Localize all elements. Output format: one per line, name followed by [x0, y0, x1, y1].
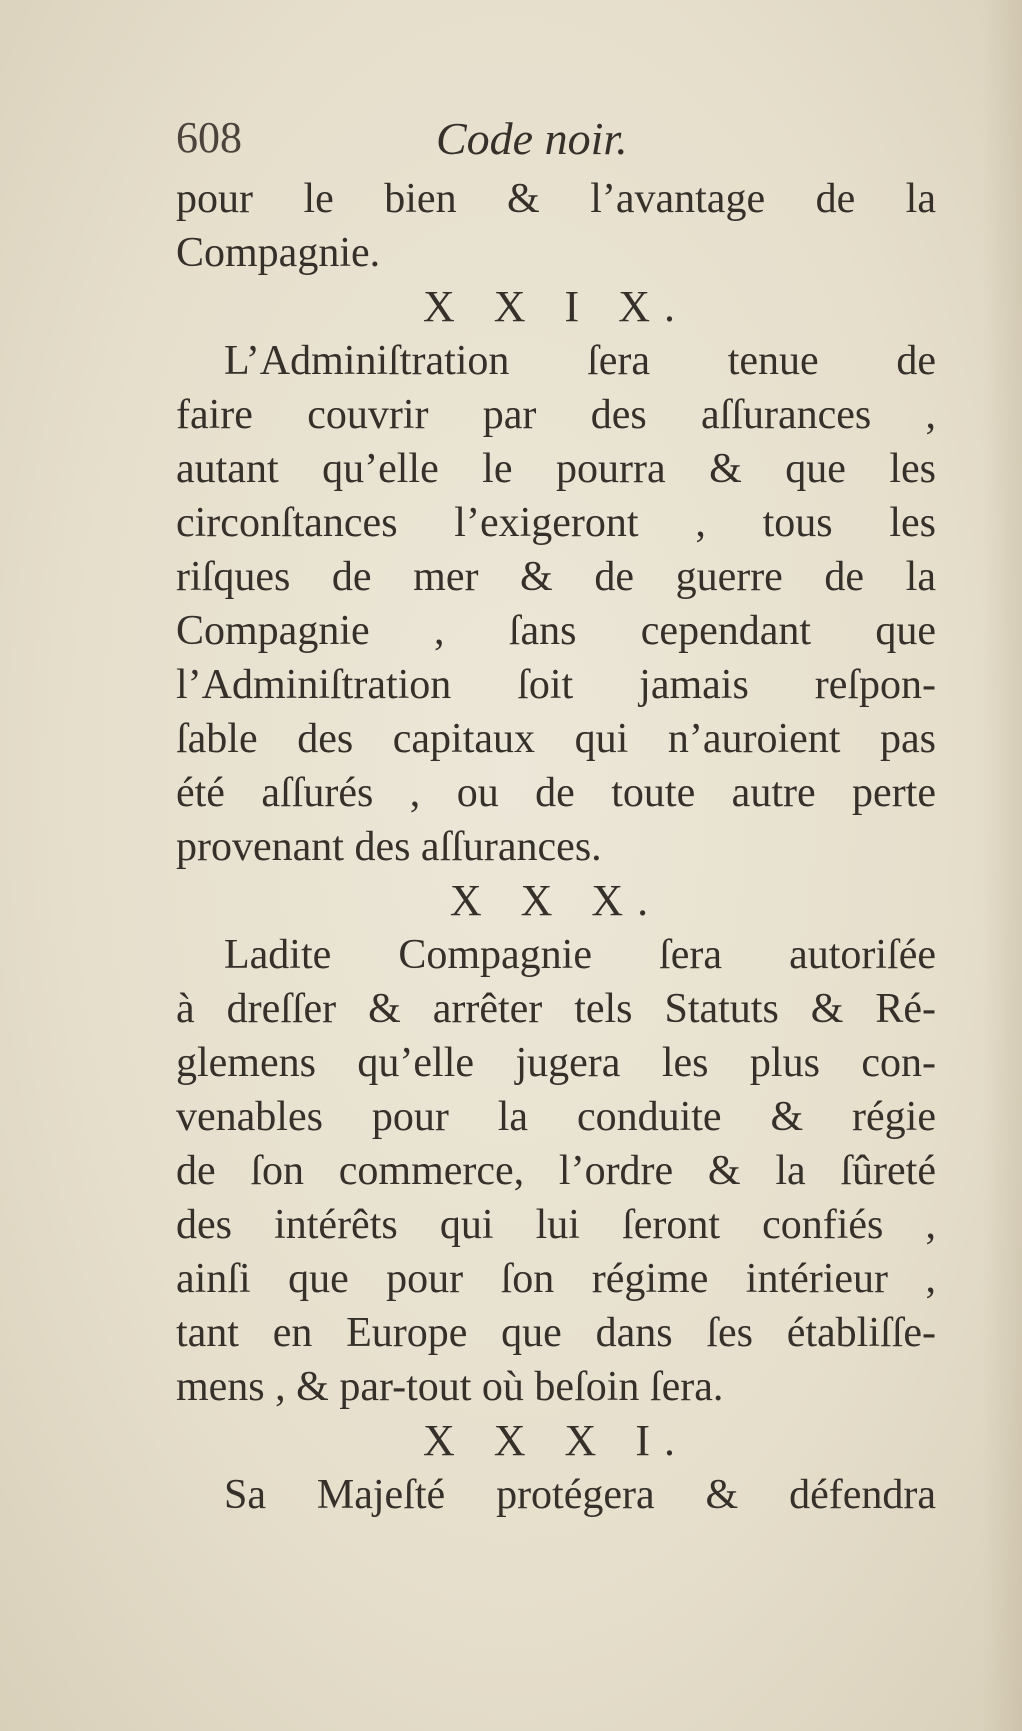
text-line: glemens qu’elle jugera les plus con-	[176, 1040, 936, 1086]
text-line: ſable des capitaux qui n’auroient pas	[176, 716, 936, 762]
text-line: ainſi que pour ſon régime intérieur ,	[176, 1256, 936, 1302]
text-line: l’Adminiſtration ſoit jamais reſpon-	[176, 662, 936, 708]
page-number: 608	[176, 113, 242, 162]
page-body	[176, 172, 936, 1522]
text-line: L’Adminiſtration ſera tenue de	[224, 338, 936, 384]
page-edge-shadow	[982, 0, 1022, 1731]
article-heading-xxix: X X I X.	[423, 282, 689, 331]
text-line: de ſon commerce, l’ordre & la ſûreté	[176, 1148, 936, 1194]
text-line: des intérêts qui lui ſeront confiés ,	[176, 1202, 936, 1248]
text-line: faire couvrir par des aſſurances ,	[176, 392, 936, 438]
running-title: Code noir.	[436, 113, 628, 164]
article-heading-xxx: X X X.	[449, 876, 663, 925]
text-line: été aſſurés , ou de toute autre perte	[176, 770, 936, 816]
text-line: riſques de mer & de guerre de la	[176, 554, 936, 600]
text-line: à dreſſer & arrêter tels Statuts & Ré-	[176, 986, 936, 1032]
text-line: Sa Majeſté protégera & défendra	[224, 1472, 936, 1518]
text-line: Compagnie , ſans cependant que	[176, 608, 936, 654]
text-line: pour le bien & l’avantage de la	[176, 176, 936, 222]
text-line: Compagnie.	[176, 230, 381, 276]
text-line: circonſtances l’exigeront , tous les	[176, 500, 936, 546]
text-line: tant en Europe que dans ſes établiſſe-	[176, 1310, 936, 1356]
text-line: venables pour la conduite & régie	[176, 1094, 936, 1140]
text-line: autant qu’elle le pourra & que les	[176, 446, 936, 492]
text-line: Ladite Compagnie ſera autoriſée	[224, 932, 936, 978]
text-line: provenant des aſſurances.	[176, 824, 602, 870]
article-heading-xxxi: X X X I.	[423, 1416, 689, 1465]
running-header	[176, 112, 936, 172]
text-line: mens , & par-tout où beſoin ſera.	[176, 1364, 724, 1410]
